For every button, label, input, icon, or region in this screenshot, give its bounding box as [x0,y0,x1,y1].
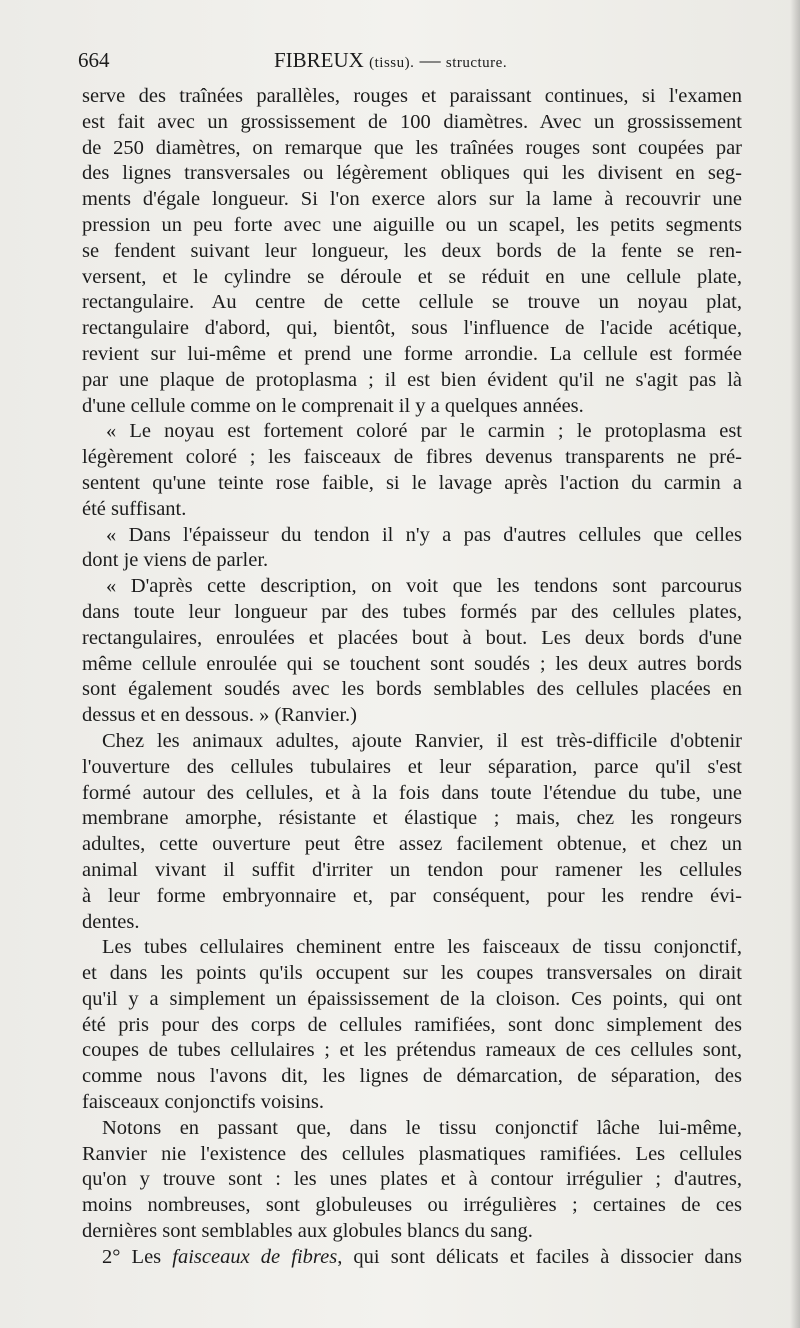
text-line: dans toute leur longueur par des tubes formés par des cellules plates, [82,600,742,623]
text-line: dentes. [82,910,140,933]
text-line: de 250 diamètres, on remarque que les traînées rouges sont coupées par [82,136,742,159]
text-line: légèrement coloré ; les faisceaux de fibres devenus transparents ne pré- [82,446,742,469]
page-edge-shadow [790,0,800,1328]
text-line: comme nous l'avons dit, les lignes de démarcation, de séparation, des [82,1065,742,1088]
text-line: à leur forme embryonnaire et, par conséquent, pour les rendre évi- [82,884,742,907]
running-head-subtitle: (tissu). [369,55,415,71]
text-line: moins nombreuses, sont globuleuses ou irrégulières ; certaines de ces [82,1194,742,1217]
text-line: Notons en passant que, dans le tissu conjonctif lâche lui-même, [102,1116,742,1139]
text-line: Ranvier nie l'existence des cellules plasmatiques ramifiées. Les cellules [82,1142,742,1165]
text-line: et dans les points qu'ils occupent sur les coupes transversales on dirait [82,962,742,985]
running-head-section: structure. [445,55,508,71]
text-line: « D'après cette description, on voit que les tendons sont parcourus [106,575,742,598]
text-line: adultes, cette ouverture peut être assez facilement obtenue, et chez un [82,833,742,856]
running-head [274,48,507,73]
text-span: 2° Les [102,1245,173,1268]
text-line: formé autour des cellules, et à la fois dans toute l'étendue du tube, une [82,781,742,804]
italic-term: faisceaux de fibres [172,1245,338,1268]
text-line: membrane amorphe, résistante et élastique ; mais, chez les rongeurs [82,807,742,830]
text-line: serve des traînées parallèles, rouges et paraissant continues, si l'examen [82,85,742,107]
text-line: « Dans l'épaisseur du tendon il n'y a pas d'autres cellules que celles [106,523,742,546]
text-line: même cellule enroulée qui se touchent sont soudés ; les deux autres bords [82,652,742,675]
text-line: sentent qu'une teinte rose faible, si le lavage après l'action du carmin a [82,471,742,494]
text-line: « Le noyau est fortement coloré par le carmin ; le protoplasma est [106,420,742,443]
text-line: animal vivant il suffit d'irriter un tendon pour ramener les cellules [82,858,742,881]
text-line: versent, et le cylindre se déroule et se réduit en une cellule plate, [82,265,742,288]
text-line: été suffisant. [82,497,187,520]
running-head-dash: — [419,48,441,72]
text-line: revient sur lui-même et prend une forme arrondie. La cellule est formée [82,342,742,365]
text-line: pression un peu forte avec une aiguille ou un scapel, les petits segments [82,213,742,236]
text-line: dessus et en dessous. » (Ranvier.) [82,704,357,727]
text-line: rectangulaire d'abord, qui, bientôt, sous l'influence de l'acide acétique, [82,317,742,340]
text-line: dont je viens de parler. [82,549,269,572]
text-line: Les tubes cellulaires cheminent entre les faisceaux de tissu conjonctif, [102,936,742,959]
text-line: qu'il y a simplement un épaississement de la cloison. Ces points, qui ont [82,987,742,1010]
text-line: des lignes transversales ou légèrement obliques qui les divisent en seg- [82,162,742,185]
text-span: , qui sont délicats et faciles à dissocier dans [337,1245,742,1268]
text-line: Chez les animaux adultes, ajoute Ranvier, il est très-difficile d'obtenir [102,729,742,752]
text-line: dernières sont semblables aux globules blancs du sang. [82,1220,533,1243]
text-line: est fait avec un grossissement de 100 diamètres. Avec un grossissement [82,110,742,133]
text-line: d'une cellule comme on le comprenait il y a quelques années. [82,394,584,417]
text-line: l'ouverture des cellules tubulaires et leur séparation, parce qu'il s'est [82,755,742,778]
text-line: ments d'égale longueur. Si l'on exerce alors sur la lame à recouvrir une [82,188,742,211]
text-line: coupes de tubes cellulaires ; et les prétendus rameaux de ces cellules sont, [82,1039,742,1062]
text-line: rectangulaires, enroulées et placées bout à bout. Les deux bords d'une [82,626,742,649]
text-line: par une plaque de protoplasma ; il est bien évident qu'il ne s'agit pas là [82,368,742,391]
page-number: 664 [78,48,110,72]
text-line: rectangulaire. Au centre de cette cellule se trouve un noyau plat, [82,291,742,314]
body-text [82,84,742,1271]
text-line: qu'on y trouve sont : les unes plates et à contour irrégulier ; d'autres, [82,1168,742,1191]
text-line: été pris pour des corps de cellules ramifiées, sont donc simplement des [82,1013,742,1036]
text-line [82,1245,742,1271]
running-head-title: FIBREUX [274,48,364,72]
text-line: se fendent suivant leur longueur, les deux bords de la fente se ren- [82,239,742,262]
text-line: faisceaux conjonctifs voisins. [82,1091,324,1114]
page-header [78,48,744,78]
text-line: sont également soudés avec les bords semblables des cellules placées en [82,678,742,701]
